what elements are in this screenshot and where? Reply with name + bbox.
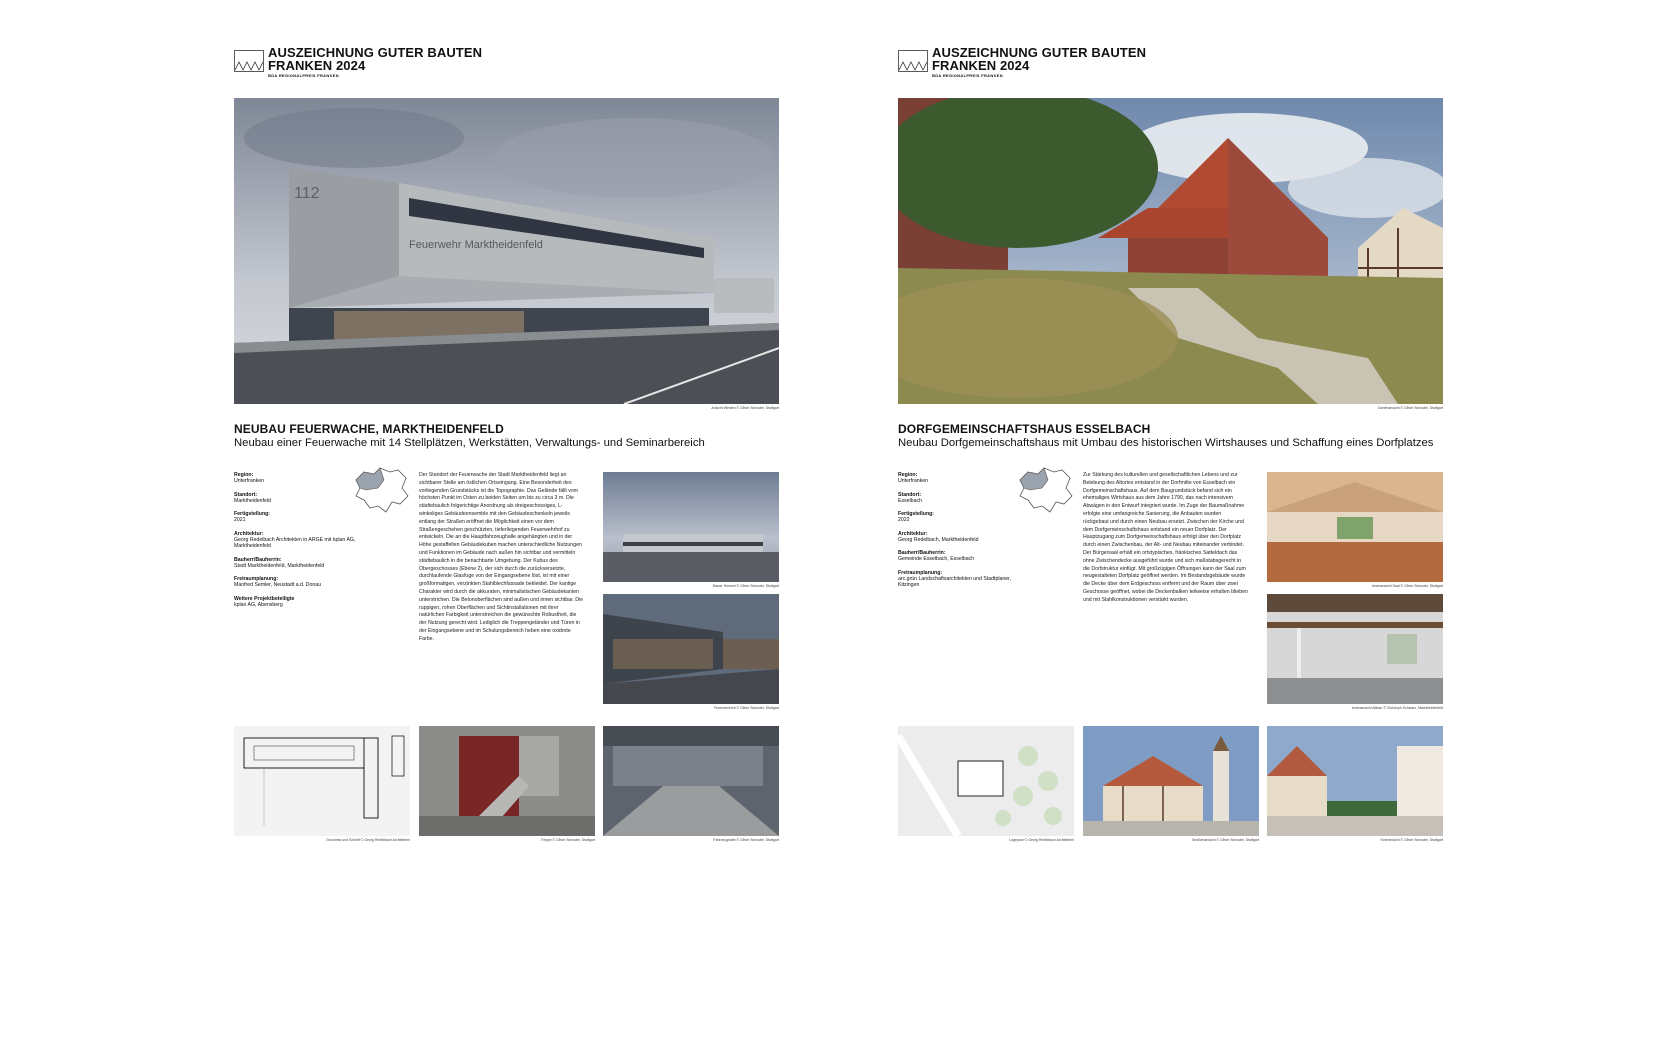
photo-hall-interior — [1267, 472, 1443, 582]
hero-photo-community-house — [898, 98, 1443, 404]
photo-church-view — [1267, 726, 1443, 836]
fact-other: Weitere Projektbeteiligte kplan AG, Abensberg — [234, 595, 295, 608]
project-description: Der Standort der Feuerwache der Stadt Marktheidenfeld liegt an sichtbarer Stelle am östlichen Ortseingang. Eine Besonderheit des vorliegenden Grundstücks ist die Topographie. Das Gelände fällt vom höchsten Punkt im Osten zu beiden Seiten um bis zu circa 3 m. Die städtebaulich folgerichtige Anordnung als dreigeschossiges, L-winkeliges Gebäudeensemble mit den Gebäudeschenkeln jeweils entlang der Straßen eröffnet die Möglichkeit einen vor dem Straßengeschehen geschützten, tieferliegenden Feuerwehrhof zu entwickeln. Die an die Hauptfahrzeughalle angehängten und in der Höhe gestaffelten Gebäudekuben machen unterschiedliche Nutzungen und Funktionen im Gebäude nach außen hin sichtbar und vermitteln städtebaulich in die benachbarte Umgebung. Der Kubus des Obergeschosses (Ebene 2), der sich durch die zurückversetzte, durchlaufende Glasfuge von der Eingangsebene löst, ist mit einer großformatigen, verzinkten Stahlblechfassade bekleidet. Der kantige Charakter wird durch die akkuraten, minimalistischen Gebäudekanten unterstrichen. Die Betonoberflächen sind außen und innen sichtbar. Die ruppigen, rohen Oberflächen und Sichtinstallationen mit ihrer natürlichen Farbigkeit unterstreichen die gewünschte Robustheit, die der Nutzung gerecht wird. Lediglich die Treppengeländer und Türen in der Eingangsebene und im Schulungsbereich heben eine oxidrote Farbe. — [419, 472, 584, 642]
award-logo-icon — [898, 50, 928, 72]
photo-old-building-interior — [1267, 594, 1443, 704]
poster-dorfgemeinschaftshaus — [898, 45, 1443, 842]
logo-subline: BDA REGIONALPREIS FRANKEN — [932, 73, 1003, 78]
photo-floorplan — [234, 726, 410, 836]
award-logo-icon — [234, 50, 264, 72]
fact-architect: Architektur: Georg Redelbach Architekten in ARGE mit kplan AG, Marktheidenfeld — [234, 530, 356, 549]
fact-landscape: Freiraumplanung: Manfred Semler, Neustadt a.d. Donau — [234, 576, 322, 588]
svg-text:112: 112 — [294, 185, 320, 202]
svg-text:Feuerwehr Marktheidenfeld: Feuerwehr Marktheidenfeld — [409, 239, 543, 251]
fact-location: Standort: Marktheidenfeld — [234, 491, 271, 504]
award-logo — [234, 46, 779, 76]
photo-vehicle-hall — [603, 726, 779, 836]
project-title: DORFGEMEINSCHAFTSHAUS ESSELBACH — [898, 422, 1151, 436]
fact-completion: Fertigstellung: 2022 — [898, 511, 935, 523]
logo-line1: AUSZEICHNUNG GUTER BAUTEN — [932, 45, 1147, 60]
project-title: NEUBAU FEUERWACHE, MARKTHEIDENFELD — [234, 422, 504, 436]
photo-street-view — [1083, 726, 1259, 836]
photo-caption: Innenansicht Altbau © Christoph Schwarz, Marktheidenfeld — [1351, 706, 1443, 710]
logo-line2: FRANKEN 2024 — [932, 58, 1030, 73]
logo-subline: BDA REGIONALPREIS FRANKEN — [268, 73, 339, 78]
project-subtitle: Neubau einer Feuerwache mit 14 Stellplätzen, Werkstätten, Verwaltungs- und Seminarbereich — [234, 437, 705, 449]
photo-staircase — [419, 726, 595, 836]
hero-credit: Gartenansicht © Oliver Schuster, Stuttgart — [1377, 406, 1443, 410]
photo-caption: Kirchensicht © Oliver Schuster, Stuttgart — [1380, 838, 1443, 842]
fact-completion: Fertigstellung: 2021 — [234, 511, 271, 523]
fact-location: Standort: Esselbach — [898, 491, 922, 504]
photo-caption: Lageplan © Georg Redelbach Architekten — [1009, 838, 1074, 842]
photo-site-plan — [898, 726, 1074, 836]
project-facts — [898, 472, 1023, 596]
project-facts — [234, 472, 359, 615]
fact-region: Region: Unterfranken — [898, 472, 928, 484]
hero-credit: Ansicht Westen © Oliver Schuster, Stuttgart — [711, 406, 779, 410]
fact-client: Bauherr/Bauherrin: Gemeinde Esselbach, Esselbach — [898, 550, 975, 562]
fact-architect: Architektur: Georg Redelbach, Marktheidenfeld — [898, 530, 979, 543]
fact-client: Bauherr/Bauherrin: Stadt Marktheidenfeld, Marktheidenfeld — [234, 556, 325, 569]
photo-exterior-dusk — [603, 472, 779, 582]
photo-caption: Innenansicht Saal © Oliver Schuster, Stuttgart — [1371, 584, 1443, 588]
award-logo — [898, 46, 1443, 76]
fact-landscape: Freiraumplanung: arc.grün Landschaftsarchitekten und Stadtplaner, Kitzingen — [898, 569, 1012, 588]
logo-line1: AUSZEICHNUNG GUTER BAUTEN — [268, 45, 483, 60]
poster-feuerwache — [234, 45, 779, 842]
photo-caption: Treppe © Oliver Schuster, Stuttgart — [540, 838, 595, 842]
fact-region: Region: Unterfranken — [234, 472, 264, 484]
photo-caption: Fahrzeughalle © Oliver Schuster, Stuttgart — [713, 838, 779, 842]
photo-caption: Blauer Himmel © Oliver Schuster, Stuttgart — [712, 584, 779, 588]
franconia-map-icon — [352, 466, 412, 514]
project-subtitle: Neubau Dorfgemeinschaftshaus mit Umbau des historischen Wirtshauses und Schaffung eines Dorfplatzes — [898, 437, 1434, 449]
hero-photo-fire-station — [234, 98, 779, 404]
franconia-map-icon — [1016, 466, 1076, 514]
photo-caption: Feuerwehrhof © Oliver Schuster, Stuttgart — [713, 706, 779, 710]
project-description: Zur Stärkung des kulturellen und gesellschaftlichen Lebens und zur Belebung des Altortes entstand in der Dorfmitte von Esselbach ein Dorfgemeinschaftshaus. Auf dem Baugrundstück befand sich ein ehemaliges Wirtshaus aus dem Jahre 1790, das nach intensivem Abwägen in den Entwurf integriert wurde. Im Zuge der Baumaßnahme erfolgte eine umfangreiche Sanierung, die Anbauten wurden rückgebaut und durch einen Neubau ersetzt. Zwischen der Kirche und dem Dorfgemeinschaftshaus entstand ein neuer Dorfplatz. Der Hauptzugang zum Dorfgemeinschaftshaus erfolgt über den Dorfplatz durch einen Zwischenbau, der Alt- und Neubau miteinander verbindet. Der Bürgersaal erhält ein ortstypisches, fränkisches Satteldach das ohne Zwischendecke ausgeführt wurde und sich maßstabsgerecht in die Dorfstruktur einfügt. Mit großzügigen Öffnungen kann der Saal zum neugestalteten Dorfplatz geöffnet werden. Im Bestandsgebäude wurde die Decke über dem Erdgeschoss entfernt und der Raum über zwei Geschosse geöffnet, wobei die Deckenbalken teilweise erhalten blieben und mit Stahlkonstruktionen verstärkt wurden. — [1083, 472, 1248, 603]
photo-caption: Straßenansicht © Oliver Schuster, Stuttgart — [1192, 838, 1259, 842]
photo-caption: Grundriss und Schnitt © Georg Redelbach Architekten — [326, 838, 410, 842]
photo-courtyard — [603, 594, 779, 704]
logo-line2: FRANKEN 2024 — [268, 58, 366, 73]
